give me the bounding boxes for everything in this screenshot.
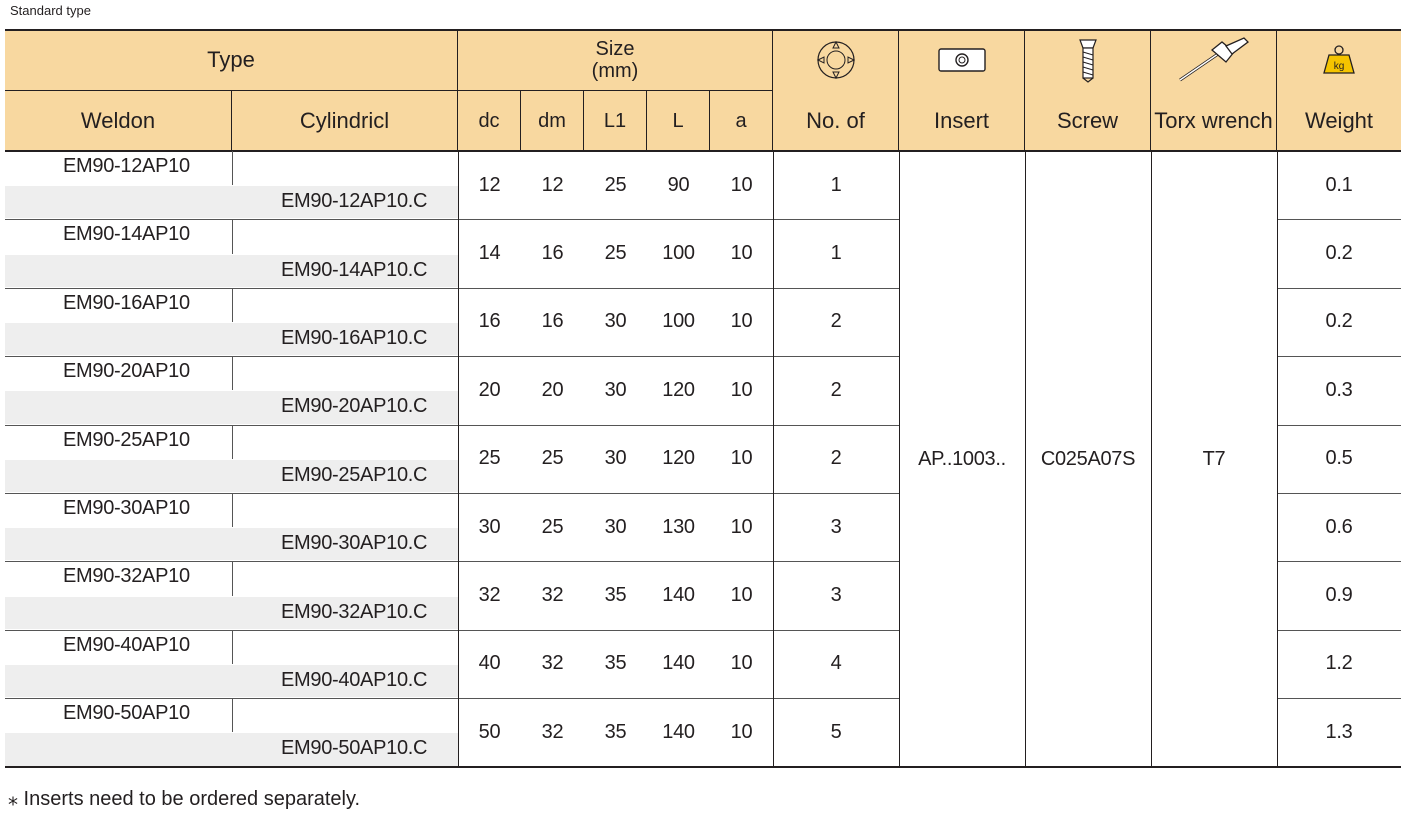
weldon-code: EM90-30AP10: [63, 497, 190, 519]
cutter-teeth-icon: [814, 38, 858, 82]
cell-dc: 25: [478, 447, 501, 470]
header-size: [458, 29, 773, 90]
cell-a: 10: [730, 515, 753, 538]
cell-a: 10: [730, 378, 753, 401]
header-no-of: No. of: [773, 90, 899, 151]
row-divider: [1277, 288, 1401, 289]
cell-l1: 25: [604, 242, 627, 265]
cylindrical-code: EM90-25AP10.C: [281, 463, 428, 486]
row-divider: [1277, 356, 1401, 357]
cell-l1: 35: [604, 584, 627, 607]
cylindrical-code: EM90-30AP10.C: [281, 532, 428, 555]
header-insert: Insert: [899, 90, 1025, 151]
cell-a: 10: [730, 584, 753, 607]
cell-dm: 16: [541, 242, 564, 265]
cell-a: 10: [730, 720, 753, 743]
cell-weight: 0.1: [1325, 173, 1353, 196]
cylindrical-code: EM90-14AP10.C: [281, 258, 428, 281]
header-weldon: Weldon: [5, 90, 232, 151]
row-divider: [5, 493, 899, 494]
cell-dc: 40: [478, 652, 501, 675]
body-vline: [1277, 151, 1278, 767]
row-divider: [5, 425, 899, 426]
header-torx: Torx wrench: [1151, 90, 1277, 151]
header-dm: dm: [521, 90, 584, 151]
cell-dm: 25: [541, 447, 564, 470]
header-no-of-icon-cell: [773, 29, 899, 90]
header-insert-icon-cell: [899, 29, 1025, 90]
header-divider: [5, 90, 773, 91]
row-divider: [1277, 425, 1401, 426]
name-divider: [232, 561, 233, 595]
row-divider: [5, 561, 899, 562]
header-torx-icon-cell: [1151, 29, 1277, 90]
cell-dc: 20: [478, 378, 501, 401]
name-divider: [232, 356, 233, 390]
weight-icon-label: kg: [1333, 60, 1345, 72]
weldon-code: EM90-14AP10: [63, 223, 190, 246]
cell-a: 10: [730, 447, 753, 470]
name-divider: [232, 698, 233, 732]
cell-dc: 12: [478, 173, 501, 196]
cell-l1: 30: [604, 378, 627, 401]
header-cylindrical: Cylindricl: [232, 90, 458, 151]
weldon-code: EM90-32AP10: [63, 565, 190, 588]
name-divider: [232, 425, 233, 459]
cell-dc: 32: [478, 584, 501, 607]
cell-l: 140: [662, 584, 695, 607]
weldon-code: EM90-40AP10: [63, 633, 190, 656]
row-divider: [1277, 493, 1401, 494]
cell-l: 140: [662, 720, 695, 743]
body-vline: [1025, 151, 1026, 767]
cell-dm: 32: [541, 584, 564, 607]
cell-l1: 35: [604, 652, 627, 675]
cell-weight: 0.5: [1325, 447, 1353, 470]
cylindrical-code: EM90-40AP10.C: [281, 669, 428, 691]
weldon-code: EM90-20AP10: [63, 360, 190, 383]
cell-a: 10: [730, 242, 753, 265]
cell-l: 140: [662, 652, 695, 675]
cell-no: 1: [830, 242, 842, 265]
cell-no: 5: [830, 720, 842, 743]
cell-l: 120: [662, 378, 695, 401]
row-divider: [5, 356, 899, 357]
cell-dm: 32: [541, 652, 564, 675]
cell-dm: 20: [541, 378, 564, 401]
cell-dm: 32: [541, 720, 564, 743]
cell-l: 130: [662, 515, 695, 538]
product-table: [5, 29, 1401, 768]
cylindrical-code: EM90-20AP10.C: [281, 395, 428, 418]
shared-torx: T7: [1202, 447, 1226, 470]
cylindrical-code: EM90-16AP10.C: [281, 327, 428, 349]
header-screw: Screw: [1025, 90, 1151, 151]
cell-weight: 1.2: [1325, 652, 1353, 675]
torx-wrench-icon: [1174, 36, 1254, 84]
row-divider: [5, 219, 899, 220]
cylindrical-code: EM90-50AP10.C: [281, 737, 428, 760]
cell-l1: 25: [604, 173, 627, 196]
insert-icon: [937, 45, 987, 75]
cell-no: 4: [830, 652, 842, 675]
body-vline: [773, 151, 774, 767]
header-l1: L1: [584, 90, 647, 151]
cell-weight: 0.2: [1325, 310, 1353, 333]
cell-l1: 30: [604, 447, 627, 470]
cell-dc: 16: [478, 310, 501, 333]
cylindrical-code: EM90-32AP10.C: [281, 600, 428, 623]
cell-a: 10: [730, 173, 753, 196]
row-divider: [1277, 698, 1401, 699]
shared-screw: C025A07S: [1040, 447, 1136, 470]
body-vline: [899, 151, 900, 767]
header-weight: Weight: [1277, 90, 1401, 151]
cell-a: 10: [730, 310, 753, 333]
cell-no: 2: [830, 378, 842, 401]
cell-no: 2: [830, 310, 842, 333]
header-size-unit: (mm): [591, 59, 639, 82]
cell-l1: 35: [604, 720, 627, 743]
caption: Standard type: [10, 3, 91, 18]
table-top-border: [5, 29, 1401, 31]
cell-l: 100: [662, 242, 695, 265]
weldon-code: EM90-25AP10: [63, 428, 190, 451]
name-divider: [232, 493, 233, 527]
row-divider: [5, 630, 899, 631]
cell-weight: 0.6: [1325, 515, 1353, 538]
cylindrical-code: EM90-12AP10.C: [281, 190, 428, 213]
cell-no: 1: [830, 173, 842, 196]
cell-weight: 0.2: [1325, 242, 1353, 265]
cell-dc: 50: [478, 720, 501, 743]
cell-no: 3: [830, 515, 842, 538]
row-divider: [5, 288, 899, 289]
name-divider: [232, 630, 233, 664]
row-divider: [5, 698, 899, 699]
row-divider: [1277, 630, 1401, 631]
body-vline: [458, 151, 459, 767]
header-size-label: Size: [595, 37, 635, 60]
footnote: ⁎ Inserts need to be ordered separately.: [8, 788, 361, 810]
cell-weight: 0.3: [1325, 378, 1353, 401]
cell-l1: 30: [604, 310, 627, 333]
cell-l: 100: [662, 310, 695, 333]
cell-dc: 30: [478, 515, 501, 538]
weldon-code: EM90-16AP10: [63, 291, 190, 314]
cell-a: 10: [730, 652, 753, 675]
weldon-code: EM90-50AP10: [63, 702, 190, 725]
cell-l1: 30: [604, 515, 627, 538]
body-vline: [1151, 151, 1152, 767]
cell-weight: 0.9: [1325, 584, 1353, 607]
cell-dc: 14: [478, 242, 501, 265]
header-weight-icon-cell: [1277, 29, 1401, 90]
screw-icon: [1078, 37, 1098, 83]
shared-insert: AP..1003..: [918, 447, 1006, 470]
header-dc: dc: [458, 90, 521, 151]
cell-weight: 1.3: [1325, 720, 1353, 743]
name-divider: [232, 219, 233, 253]
row-divider: [1277, 561, 1401, 562]
cell-dm: 25: [541, 515, 564, 538]
cell-l: 120: [662, 447, 695, 470]
header-l: L: [647, 90, 710, 151]
header-type: Type: [5, 29, 458, 90]
header-screw-icon-cell: [1025, 29, 1151, 90]
weight-kg-icon: [1322, 45, 1356, 75]
cell-dm: 12: [541, 173, 564, 196]
cell-l: 90: [667, 173, 690, 196]
name-divider: [232, 151, 233, 185]
row-divider: [1277, 219, 1401, 220]
table-bottom-border: [5, 766, 1401, 768]
header-a: a: [710, 90, 773, 151]
cell-no: 2: [830, 447, 842, 470]
name-divider: [232, 288, 233, 322]
cell-no: 3: [830, 584, 842, 607]
weldon-code: EM90-12AP10: [63, 155, 190, 177]
cell-dm: 16: [541, 310, 564, 333]
